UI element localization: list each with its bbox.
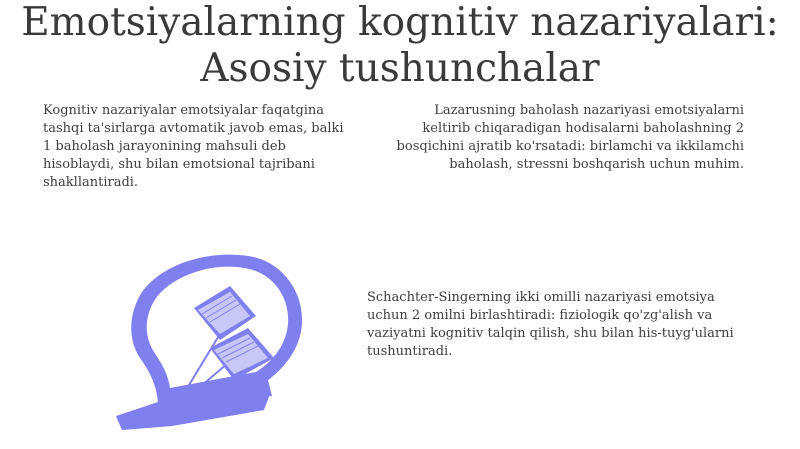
lightbulb-with-books-icon (98, 250, 310, 430)
paragraph-cognitive-theories: Kognitiv nazariyalar emotsiyalar faqatgina tashqi ta'sirlarga avtomatik javob emas, balki 1 baholash jarayonining mahsuli deb hisoblaydi, shu bilan emotsional tajribani shakllantiradi. (43, 103, 344, 190)
slide-title: Emotsiyalarning kognitiv nazariyalari: Asosiy tushunchalar (21, 0, 779, 91)
paragraph-schachter-singer-theory: Schachter-Singerning ikki omilli nazariyasi emotsiya uchun 2 omilni birlashtiradi: fiziologik qo'zg'alish va vaziyatni kognitiv talqin qilish, shu bilan his-tuyg'ularni tushuntiradi. (367, 290, 734, 359)
paragraph-lazarus-theory: Lazarusning baholash nazariyasi emotsiyalarni keltirib chiqaradigan hodisalarni baholashning 2 bosqichini ajratib ko'rsatadi: birlamchi va ikkilamchi baholash, stressni boshqarish uchun muhim. (396, 103, 744, 172)
